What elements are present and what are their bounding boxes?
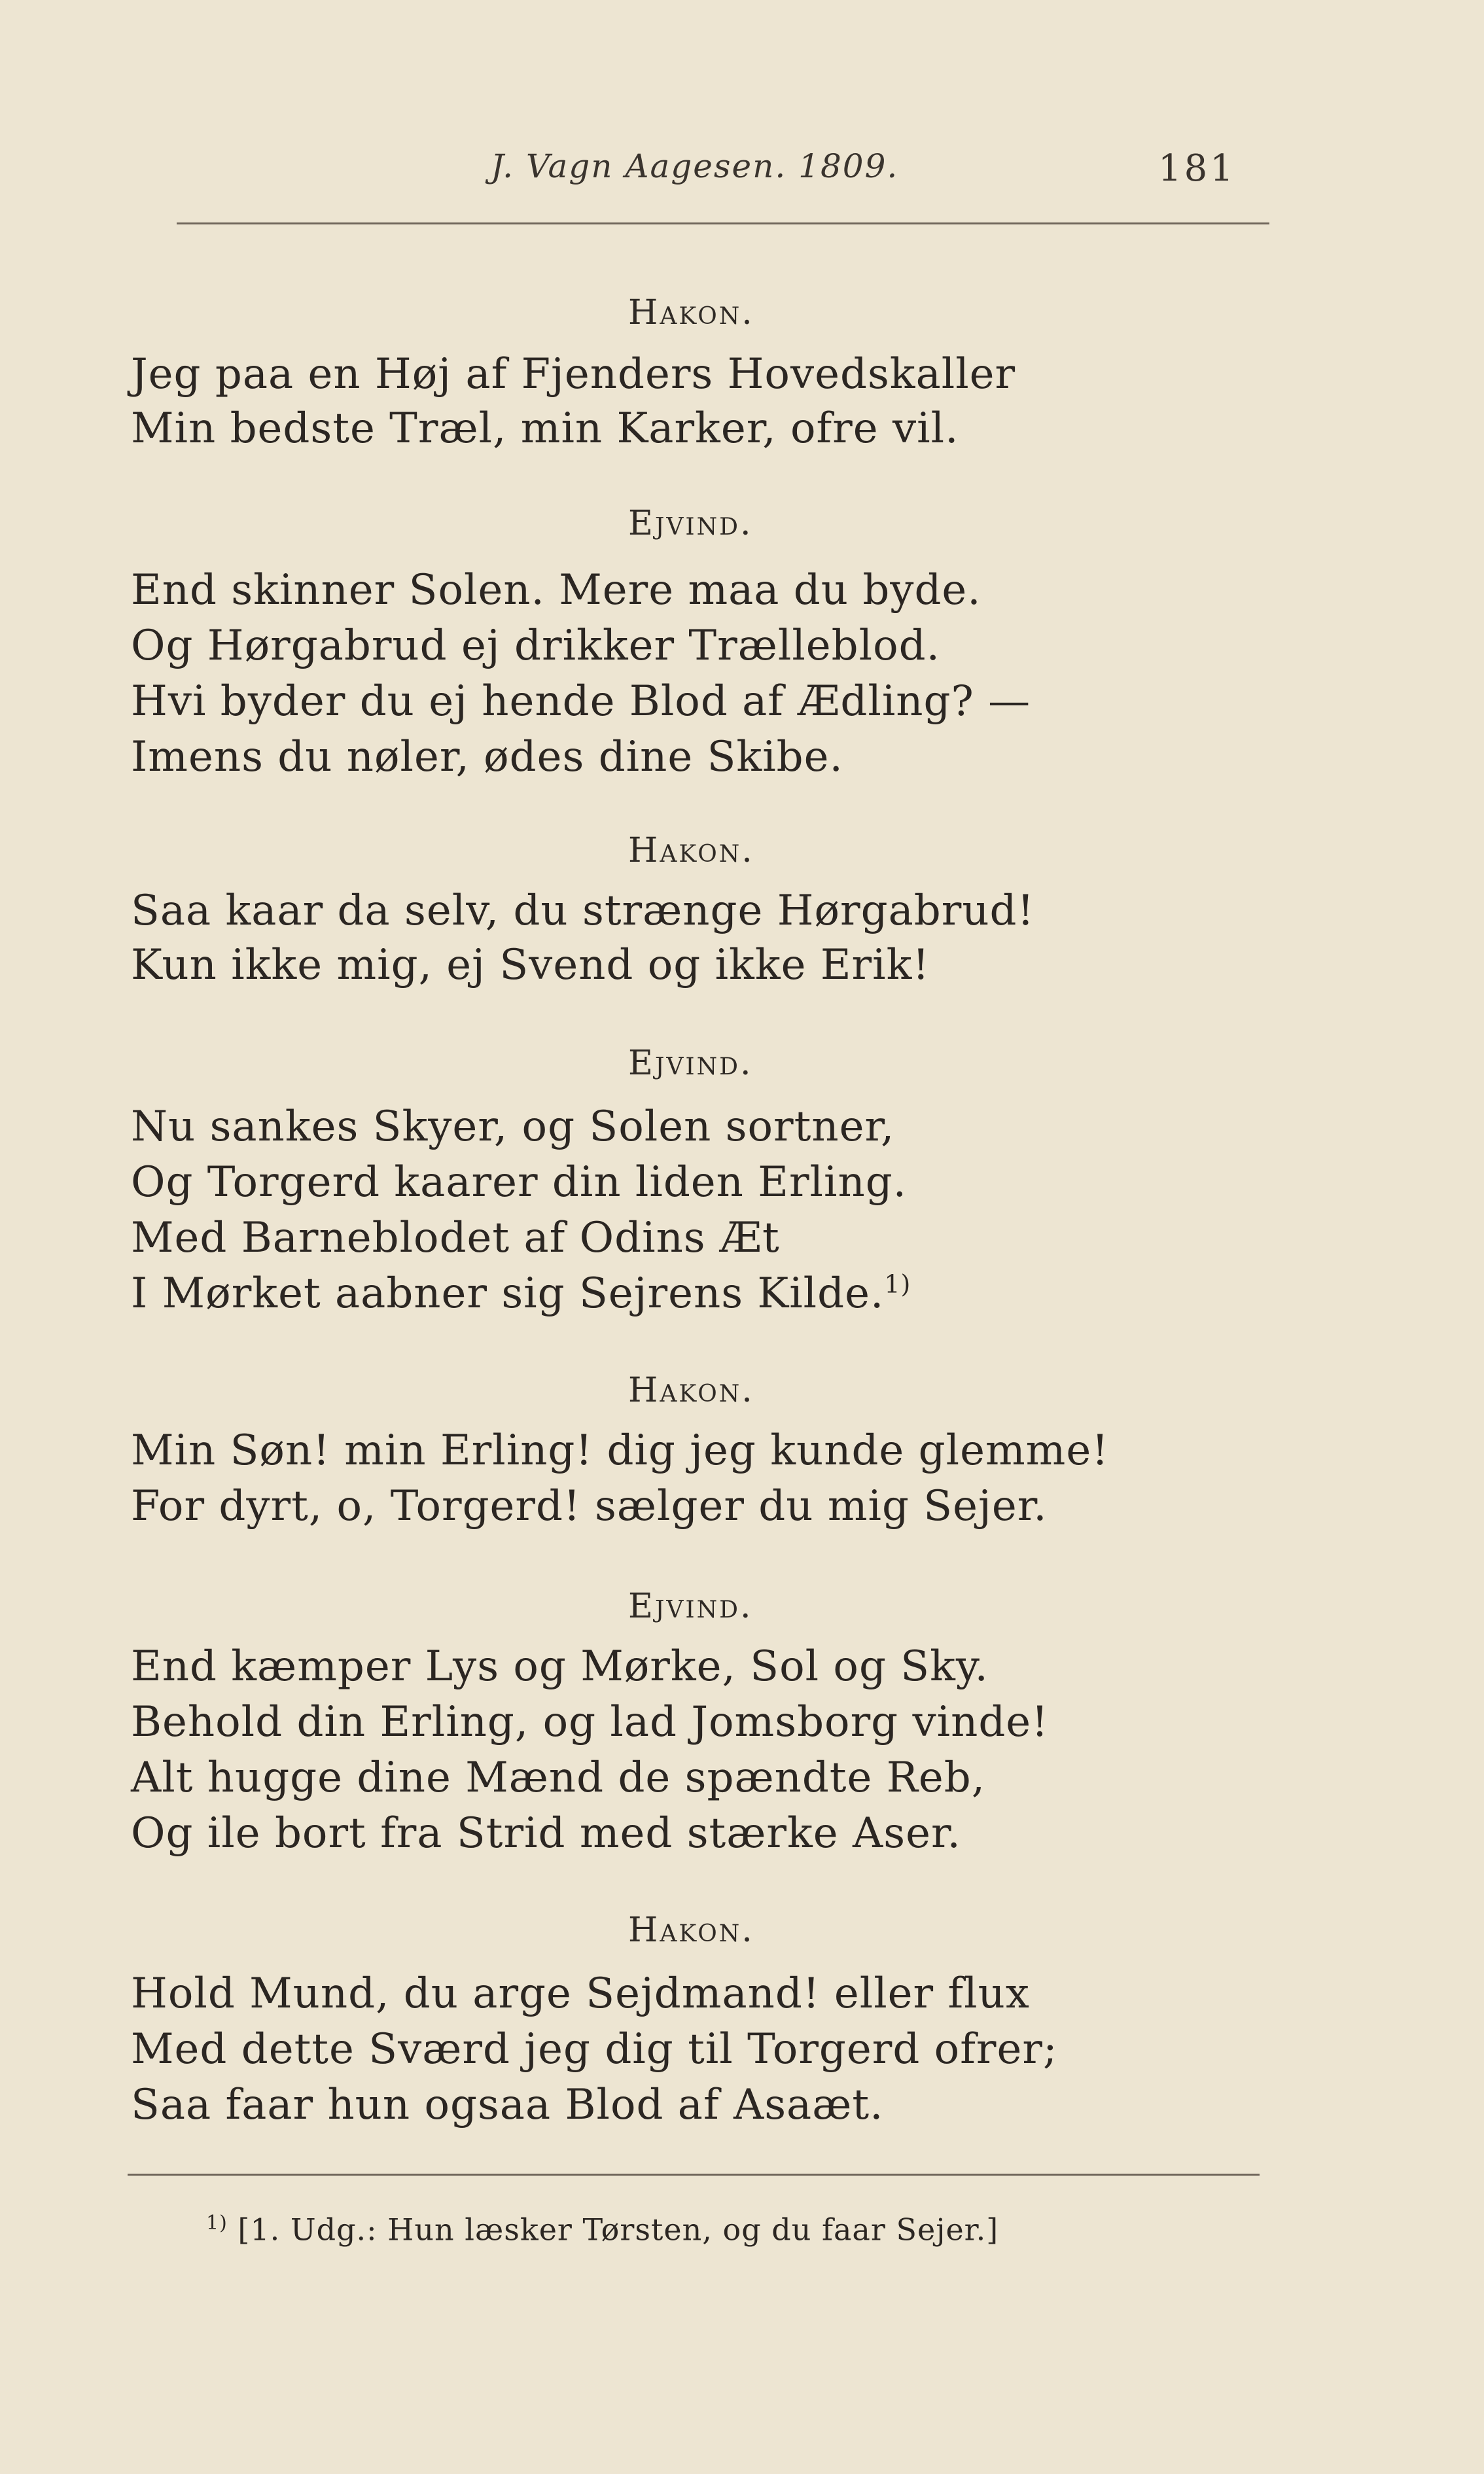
footnote-text: [1. Udg.: Hun læsker Tørsten, og du faar Sejer.]: [238, 2212, 999, 2248]
verse-line: Min bedste Træl, min Karker, ofre vil.: [131, 404, 959, 453]
verse-line: Imens du nøler, ødes dine Skibe.: [131, 733, 843, 781]
footnote: [206, 2212, 998, 2247]
verse-line: Og Hørgabrud ej drikker Trælleblod.: [131, 622, 940, 670]
footnote-marker: 1): [206, 2212, 228, 2235]
verse-line: Saa kaar da selv, du strænge Hørgabrud!: [131, 887, 1035, 935]
verse-line: Hold Mund, du arge Sejdmand! eller flux: [131, 1970, 1030, 2018]
verse-line: End skinner Solen. Mere maa du byde.: [131, 566, 981, 614]
header-rule: [177, 222, 1269, 224]
verse-line: Saa faar hun ogsaa Blod af Asaæt.: [131, 2081, 884, 2129]
speaker-label: Ejvind.: [628, 1587, 753, 1626]
verse-line: For dyrt, o, Torgerd! sælger du mig Sejer.: [131, 1482, 1048, 1530]
speaker-label: Hakon.: [628, 1371, 754, 1410]
verse-line: Jeg paa en Høj af Fjenders Hovedskaller: [131, 350, 1016, 398]
footnote-rule: [128, 2174, 1260, 2176]
verse-line: Med dette Sværd jeg dig til Torgerd ofrer;: [131, 2025, 1058, 2074]
running-title: J. Vagn Aagesen. 1809.: [491, 147, 899, 185]
verse-line: Min Søn! min Erling! dig jeg kunde glemme!: [131, 1426, 1109, 1475]
verse-line: Hvi byder du ej hende Blod af Ædling? —: [131, 677, 1031, 726]
speaker-label: Hakon.: [628, 1911, 754, 1950]
verse-line: Kun ikke mig, ej Svend og ikke Erik!: [131, 941, 930, 989]
verse-line-with-note: [131, 1269, 911, 1318]
verse-line: Og Torgerd kaarer din liden Erling.: [131, 1158, 907, 1207]
speaker-label: Ejvind.: [628, 504, 753, 543]
verse-line: End kæmper Lys og Mørke, Sol og Sky.: [131, 1642, 989, 1691]
verse-line: Behold din Erling, og lad Jomsborg vinde!: [131, 1698, 1049, 1746]
verse-line: Nu sankes Skyer, og Solen sortner,: [131, 1103, 895, 1151]
page-number: 181: [1158, 147, 1236, 190]
speaker-label: Hakon.: [628, 293, 754, 332]
verse-line: Og ile bort fra Strid med stærke Aser.: [131, 1809, 961, 1858]
speaker-label: Ejvind.: [628, 1044, 753, 1083]
footnote-reference: 1): [884, 1269, 911, 1299]
verse-line-text: I Mørket aabner sig Sejrens Kilde.: [131, 1269, 885, 1318]
verse-line: Med Barneblodet af Odins Æt: [131, 1214, 780, 1262]
speaker-label: Hakon.: [628, 831, 754, 870]
verse-line: Alt hugge dine Mænd de spændte Reb,: [131, 1754, 986, 1802]
